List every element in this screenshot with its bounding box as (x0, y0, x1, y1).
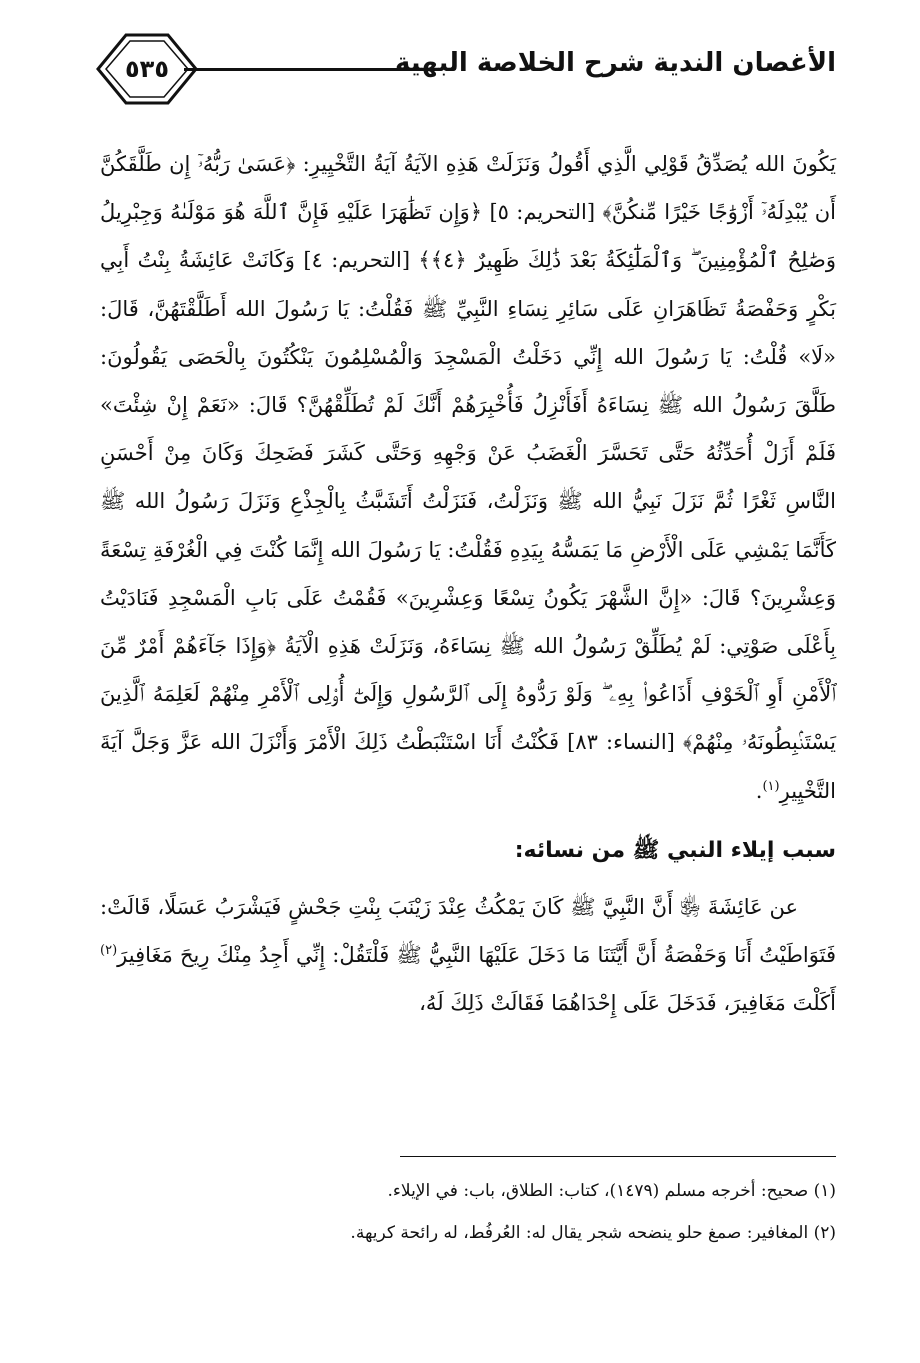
paragraph-text: عن عَائِشَةَ ﵂ أَنَّ النَّبِيَّ ﷺ كَانَ يَمْكُثُ عِنْدَ زَيْنَبَ بِنْتِ جَحْشٍ فَيَشْرَبُ عَسَلًا، قَالَتْ: فَتَوَاطَيْتُ أَنَا وَحَفْصَةُ أَنَّ أَيَّتَنَا مَا دَخَلَ عَلَيْهَا النَّبِيُّ ﷺ فَلْتَقُلْ: إِنِّي أَجِدُ مِنْكَ رِيحَ مَغَافِيرَ (100, 894, 836, 968)
section-heading: سبب إيلاء النبي ﷺ من نسائه: (514, 837, 836, 863)
footnote-ref: (٢) (100, 943, 118, 959)
footnote-rule (400, 1156, 836, 1157)
page-number: ٥٣٥ (125, 55, 169, 83)
paragraph-text: أَكَلْتَ مَغَافِيرَ، فَدَخَلَ عَلَى إِحْدَاهُمَا فَقَالَتْ ذَلِكَ لَهُ، (419, 991, 836, 1016)
footnotes (100, 1170, 836, 1254)
page-header (88, 30, 836, 122)
running-title: الأغصان الندية شرح الخلاصة البهية (394, 48, 836, 78)
paragraph (100, 140, 836, 815)
paragraph-text: يَكُونَ الله يُصَدِّقُ قَوْلِي الَّذِي أَقُولُ وَنَزَلَتْ هَذِهِ الآيَةُ آيَةُ التَّخْيِيرِ: ﴿عَسَىٰ رَبُّهُۥٓ إِن طَلَّقَكُنَّ أَن يُبْدِلَهُۥٓ أَزْوَٰجًا خَيْرًا مِّنكُنَّ﴾ [التحريم: ٥] ﴿وَإِن تَظَٰهَرَا عَلَيْهِ فَإِنَّ ٱللَّهَ هُوَ مَوْلَىٰهُ وَجِبْرِيلُ وَصَٰلِحُ ٱلْمُؤْمِنِينَ ۖ وَٱلْمَلَٰٓئِكَةُ بَعْدَ ذَٰلِكَ ظَهِيرٌ ﴿٤﴾﴾ [التحريم: ٤] وَكَانَتْ عَائِشَةُ بِنْتُ أَبِي بَكْرٍ وَحَفْصَةُ تَظَاهَرَانِ عَلَى سَائِرِ نِسَاءِ النَّبِيِّ ﷺ فَقُلْتُ: يَا رَسُولَ الله أَطَلَّقْتَهُنَّ، قَالَ: «لَا» قُلْتُ: يَا رَسُولَ الله إِنِّي دَخَلْتُ الْمَسْجِدَ وَالْمُسْلِمُونَ يَنْكُتُونَ بِالْحَصَى يَقُولُونَ: طَلَّقَ رَسُولُ الله ﷺ نِسَاءَهُ أَفَأَنْزِلُ فَأُخْبِرَهُمْ أَنَّكَ لَمْ تُطَلِّقْهُنَّ؟ قَالَ: «نَعَمْ إِنْ شِئْتَ» فَلَمْ أَزَلْ أُحَدِّثُهُ حَتَّى تَحَسَّرَ الْغَضَبُ عَنْ وَجْهِهِ وَحَتَّى كَشَرَ فَضَحِكَ وَكَانَ مِنْ أَحْسَنِ النَّاسِ ثَغْرًا ثُمَّ نَزَلَ نَبِيُّ الله ﷺ وَنَزَلْتُ، فَنَزَلْتُ أَتَشَبَّثُ بِالْجِذْعِ وَنَزَلَ رَسُولُ الله ﷺ كَأَنَّمَا يَمْشِي عَلَى الْأَرْضِ مَا يَمَسُّهُ بِيَدِهِ فَقُلْتُ: يَا رَسُولَ الله إِنَّمَا كُنْتَ فِي الْغُرْفَةِ تِسْعَةً وَعِشْرِينَ؟ قَالَ: «إِنَّ الشَّهْرَ يَكُونُ تِسْعًا وَعِشْرِينَ» فَقُمْتُ عَلَى بَابِ الْمَسْجِدِ فَنَادَيْتُ بِأَعْلَى صَوْتِي: لَمْ يُطَلِّقْ رَسُولُ الله ﷺ نِسَاءَهُ، وَنَزَلَتْ هَذِهِ الْآيَةُ ﴿وَإِذَا جَآءَهُمْ أَمْرٌ مِّنَ ٱلْأَمْنِ أَوِ ٱلْخَوْفِ أَذَاعُوا۟ بِهِۦ ۖ وَلَوْ رَدُّوهُ إِلَى ٱلرَّسُولِ وَإِلَىٰٓ أُو۟لِى ٱلْأَمْرِ مِنْهُمْ لَعَلِمَهُ ٱلَّذِينَ يَسْتَنۢبِطُونَهُۥ مِنْهُمْ﴾ [النساء: ٨٣] فَكُنْتُ أَنَا اسْتَنْبَطْتُ ذَلِكَ الْأَمْرَ وَأَنْزَلَ الله عَزَّ وَجَلَّ آيَةَ التَّخْيِيرِ (100, 152, 836, 803)
footnote-1: (١) صحيح: أخرجه مسلم (١٤٧٩)، كتاب: الطلاق، باب: في الإيلاء. (387, 1181, 836, 1201)
footnote-2: (٢) المغافير: صمغ حلو ينضحه شجر يقال له: العُرفُط، له رائحة كريهة. (350, 1223, 836, 1243)
paragraph-end: . (755, 778, 763, 803)
paragraph (100, 883, 836, 1028)
footnote-ref: (١) (762, 778, 780, 794)
header-rule (184, 68, 436, 71)
main-text (100, 140, 836, 1027)
